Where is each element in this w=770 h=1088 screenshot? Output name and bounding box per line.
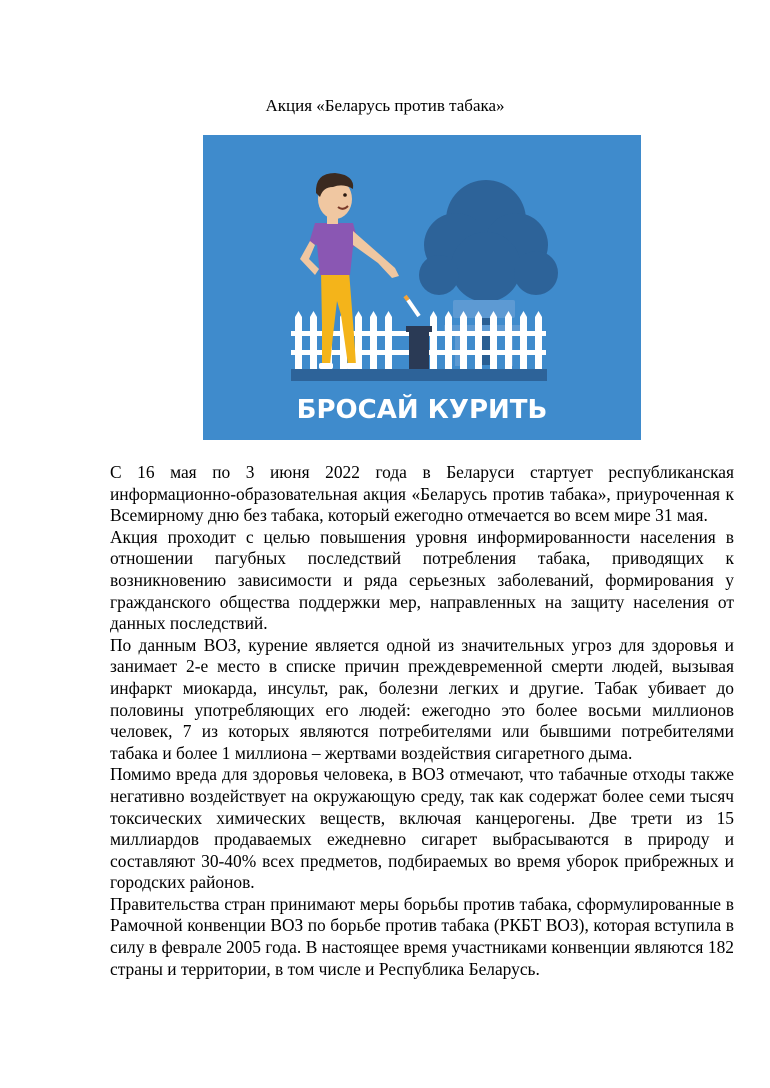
paragraph: По данным ВОЗ, курение является одной из значительных угроз для здоровья и занимает 2-е место в списке причин преждевременной смерти людей, вызывая инфаркт миокарда, инсульт, рак, болезни легких и другие. Табак убивает до половины употребляющих его людей: ежегодно это более восьми миллионов человек, 7 из которых являются потребителями или бывшими потребителями табака и более 1 миллиона – жертвами воздействия сигаретного дыма.: [110, 634, 734, 763]
page-title: Акция «Беларусь против табака»: [265, 96, 505, 115]
article-body: [110, 462, 734, 980]
poster-caption: БРОСАЙ КУРИТЬ: [296, 395, 548, 425]
paragraph: Акция проходит с целью повышения уровня информированности населения в отношении пагубных последствий потребления табака, приводящих к возникновению зависимости и ряда серьезных заболеваний, формирования у гражданского общества поддержки мер, направленных на защиту населения от данных последствий.: [110, 526, 734, 634]
paragraph: Правительства стран принимают меры борьбы против табака, сформулированные в Рамочной конвенции ВОЗ по борьбе против табака (РКБТ ВОЗ), которая вступила в силу в феврале 2005 года. В настоящее время участниками конвенции являются 182 страны и территории, в том числе и Республика Беларусь.: [110, 893, 734, 979]
paragraph: С 16 мая по 3 июня 2022 года в Беларуси стартует республиканская информационно-образовательная акция «Беларусь против табака», приуроченная к Всемирному дню без табака, который ежегодно отмечается во всем мире 31 мая.: [110, 462, 734, 526]
poster-image: [203, 135, 641, 440]
trash-bin-icon: [406, 326, 432, 369]
ground: [291, 369, 547, 381]
paragraph: Помимо вреда для здоровья человека, в ВОЗ отмечают, что табачные отходы также негативно воздействует на окружающую среду, так как содержат более семи тысяч токсических химических веществ, включая канцерогены. Две трети из 15 миллиардов продаваемых ежедневно сигарет выбрасываются в природу и составляют 30-40% всех предметов, подбираемых во время уборок прибрежных и городских районов.: [110, 764, 734, 893]
